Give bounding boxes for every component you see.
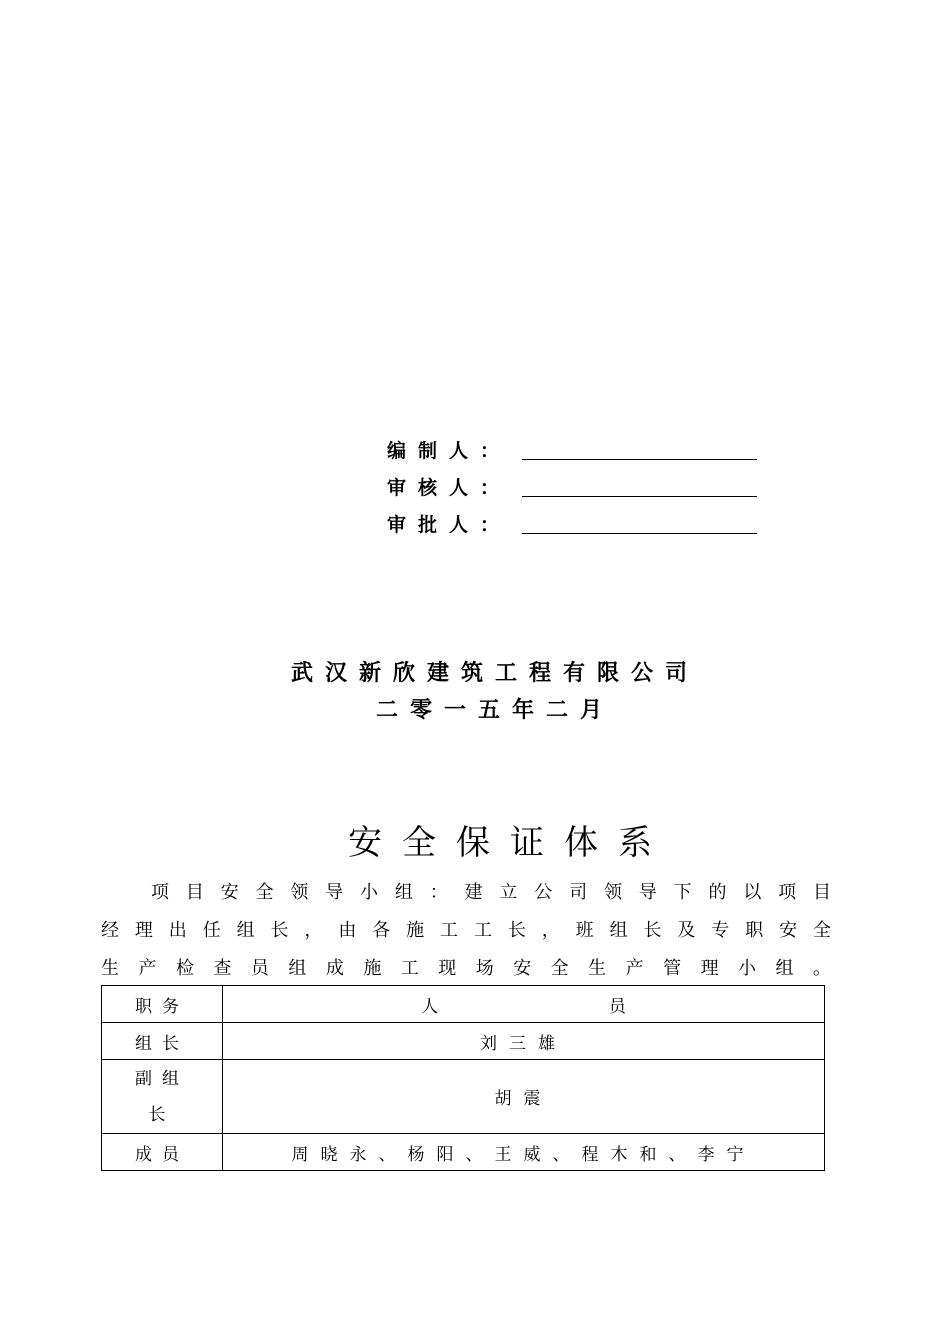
row-position [102, 1060, 223, 1134]
header-people [223, 986, 825, 1023]
paragraph-line: 生产检查员组成施工现场安全生产管理小组。 [101, 958, 831, 979]
intro-paragraph [101, 874, 831, 988]
header-position: 职务 [102, 986, 223, 1023]
signature-line [522, 533, 757, 534]
paragraph-line: 经理出任组长，由各施工工长，班组长及专职安全 [101, 920, 831, 941]
signature-label: 审批人： [387, 514, 512, 536]
table-row [102, 1023, 825, 1060]
signature-label: 审核人： [387, 477, 512, 499]
header-people-char: 员 [608, 996, 626, 1017]
signature-line [522, 496, 757, 497]
header-people-char: 人 [421, 996, 439, 1017]
row-position: 成员 [102, 1134, 223, 1171]
row-position-text: 副组长 [135, 1068, 189, 1125]
row-people: 胡震 [223, 1060, 825, 1134]
safety-team-table [101, 985, 825, 1171]
row-position: 组长 [102, 1023, 223, 1060]
document-date: 二零一五年二月 [375, 698, 614, 723]
section-title: 安全保证体系 [348, 823, 672, 863]
table-row [102, 1134, 825, 1171]
company-name: 武汉新欣建筑工程有限公司 [290, 661, 699, 686]
table-row [102, 1060, 825, 1134]
row-people: 刘三雄 [223, 1023, 825, 1060]
paragraph-line: 项目安全领导小组：建立公司领导下的以项目 [151, 882, 831, 903]
signature-label: 编制人： [387, 440, 512, 462]
table-header-row [102, 986, 825, 1023]
signature-line [522, 459, 757, 460]
row-people: 周晓永、杨阳、王威、程木和、李宁 [223, 1134, 825, 1171]
